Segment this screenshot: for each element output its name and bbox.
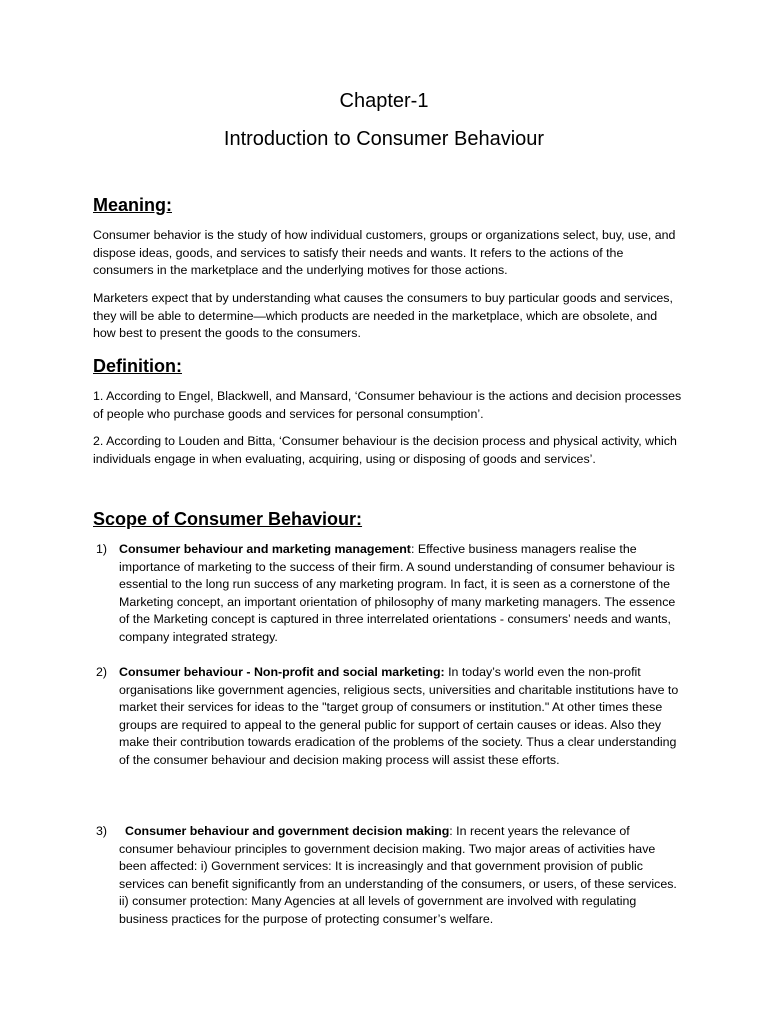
- list-item-bold-lead: Consumer behaviour and marketing management: [119, 542, 411, 556]
- scope-list-item-1: [96, 541, 684, 647]
- list-item-text: : In recent years the relevance of consumer behaviour principles to government decision making. Two major areas of activities have been affected: i) Government services: It is increasingly and that government provision of public services can benefit significantly from an understanding of the consumers, or users, of these services. ii) consumer protection: Many Agencies at all levels of government are involved with regulating business practices for the purpose of protecting consumer’s welfare.: [119, 824, 677, 926]
- meaning-paragraph-1: Consumer behavior is the study of how individual customers, groups or organizations select, buy, use, and dispose ideas, goods, and services to satisfy their needs and wants. It refers to the actions of the consumers in the marketplace and the underlying motives for those actions.: [93, 228, 676, 278]
- list-item-text: In today’s world even the non-profit organisations like government agencies, religious sects, universities and charitable institutions have to market their services for ideas to the "target group of consumers or institution." At other times these groups are required to appeal to the general public for support of certain causes or ideas. Also they make their contribution towards eradication of the problems of the society. Thus a clear understanding of the consumer behaviour and decision making process will assist these efforts.: [119, 665, 679, 767]
- chapter-label: Chapter-1: [339, 90, 429, 112]
- list-number: 3): [96, 824, 108, 838]
- scope-list-item-2: [96, 664, 684, 770]
- list-item-body: [119, 664, 684, 770]
- scope-heading: Scope of Consumer Behaviour:: [93, 509, 363, 529]
- list-item-body: [119, 823, 684, 929]
- list-item-text: : Effective business managers realise the importance of marketing to the success of their firm. A sound understanding of consumer behaviour is essential to the long run success of any marketing program. In fact, it is seen as a cornerstone of the Marketing concept, an important orientation of philosophy of many marketing managers. The essence of the Marketing concept is captured in three interrelated orientations - consumers’ needs and wants, company integrated strategy.: [119, 542, 676, 644]
- chapter-title: Introduction to Consumer Behaviour: [223, 128, 545, 150]
- list-item-bold-lead: Consumer behaviour and government decision making: [125, 824, 450, 838]
- scope-list-item-3: [96, 823, 684, 929]
- list-number: 1): [96, 542, 108, 556]
- definition-item-1: 1. According to Engel, Blackwell, and Mansard, ‘Consumer behaviour is the actions and decision processes of people who purchase goods and services for personal consumption’.: [93, 389, 682, 421]
- list-item-bold-lead: Consumer behaviour - Non-profit and social marketing:: [119, 665, 445, 679]
- definition-item-2: 2. According to Louden and Bitta, ‘Consumer behaviour is the decision process and physical activity, which individuals engage in when evaluating, acquiring, using or disposing of goods and services’.: [93, 434, 677, 466]
- meaning-paragraph-2: Marketers expect that by understanding what causes the consumers to buy particular goods and services, they will be able to determine—which products are needed in the marketplace, which are obsolete, and how best to present the goods to the consumers.: [93, 291, 673, 341]
- meaning-heading: Meaning:: [93, 195, 172, 215]
- definition-heading: Definition:: [93, 356, 182, 376]
- list-number: 2): [96, 665, 108, 679]
- list-item-body: [119, 541, 684, 647]
